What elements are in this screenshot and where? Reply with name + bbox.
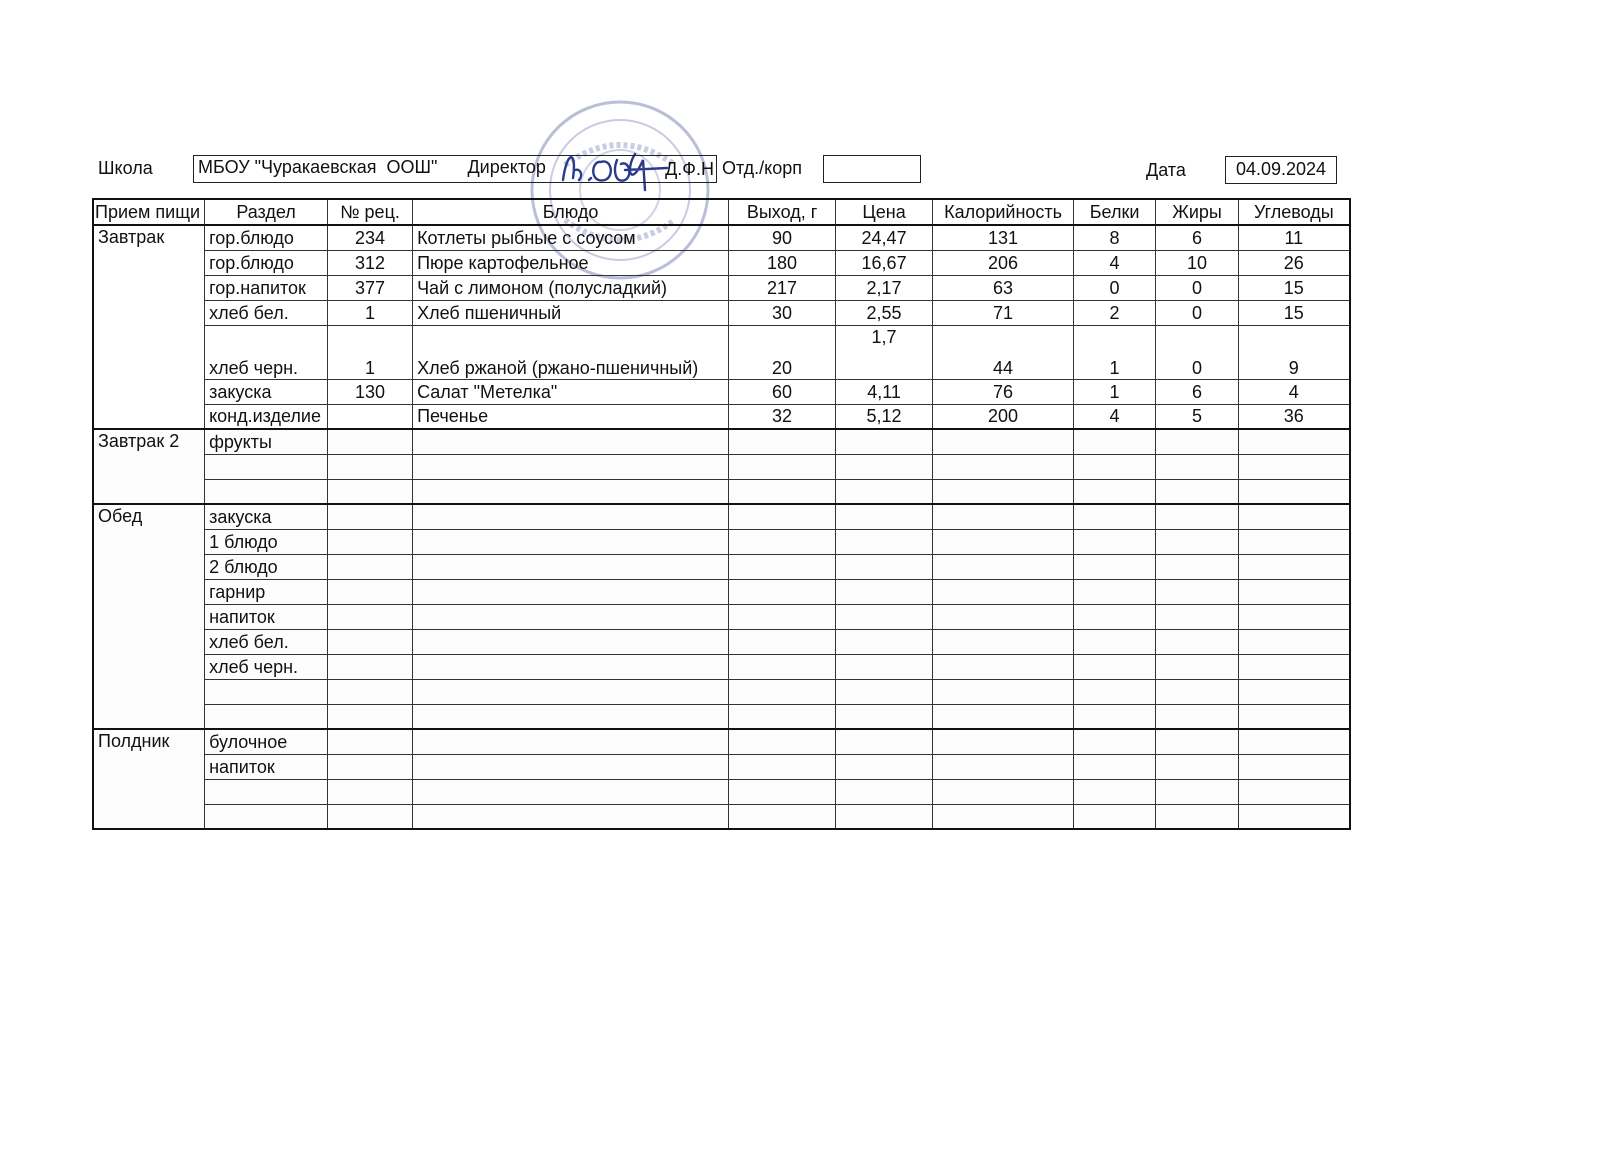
dish-cell: Хлеб пшеничный — [413, 300, 729, 325]
dish-cell: Пюре картофельное — [413, 250, 729, 275]
section-cell — [205, 804, 328, 829]
dept-label: Отд./корп — [722, 158, 802, 178]
col-section: Раздел — [205, 199, 328, 225]
table-row — [93, 729, 1350, 754]
section-cell: гор.блюдо — [205, 225, 328, 250]
school-field — [193, 155, 717, 183]
col-recipe: № рец. — [328, 199, 413, 225]
carbs-cell: 9 — [1239, 325, 1350, 379]
price-cell: 1,7 — [836, 325, 933, 379]
kcal-cell: 200 — [933, 404, 1074, 429]
col-price: Цена — [836, 199, 933, 225]
dish-cell: Салат "Метелка" — [413, 379, 729, 404]
section-cell: хлеб черн. — [205, 654, 328, 679]
section-cell: конд.изделие — [205, 404, 328, 429]
meal-second-breakfast: Завтрак 2 — [93, 429, 205, 504]
table-row — [93, 804, 1350, 829]
meal-lunch: Обед — [93, 504, 205, 729]
recipe-cell: 234 — [328, 225, 413, 250]
carbs-cell: 36 — [1239, 404, 1350, 429]
price-cell: 16,67 — [836, 250, 933, 275]
col-meal: Прием пищи — [93, 199, 205, 225]
section-cell: напиток — [205, 604, 328, 629]
director-label: Директор — [467, 157, 546, 177]
section-cell — [205, 679, 328, 704]
protein-cell: 1 — [1074, 379, 1156, 404]
col-carbs: Углеводы — [1239, 199, 1350, 225]
protein-cell: 2 — [1074, 300, 1156, 325]
kcal-cell: 76 — [933, 379, 1074, 404]
col-fat: Жиры — [1156, 199, 1239, 225]
protein-cell: 4 — [1074, 404, 1156, 429]
fat-cell: 0 — [1156, 325, 1239, 379]
table-row — [93, 225, 1350, 250]
kcal-cell: 44 — [933, 325, 1074, 379]
school-label: Школа — [98, 158, 153, 178]
table-row — [93, 529, 1350, 554]
menu-table — [92, 198, 1351, 830]
carbs-cell: 15 — [1239, 275, 1350, 300]
col-yield: Выход, г — [729, 199, 836, 225]
price-cell: 5,12 — [836, 404, 933, 429]
price-cell: 2,55 — [836, 300, 933, 325]
section-cell: хлеб бел. — [205, 629, 328, 654]
meal-breakfast: Завтрак — [93, 225, 205, 429]
section-cell: 2 блюдо — [205, 554, 328, 579]
table-row — [93, 604, 1350, 629]
table-row — [93, 429, 1350, 454]
table-row — [93, 300, 1350, 325]
col-protein: Белки — [1074, 199, 1156, 225]
section-cell: хлеб черн. — [205, 325, 328, 379]
section-cell: булочное — [205, 729, 328, 754]
meal-afternoon-snack: Полдник — [93, 729, 205, 829]
table-row — [93, 754, 1350, 779]
col-dish: Блюдо — [413, 199, 729, 225]
carbs-cell: 26 — [1239, 250, 1350, 275]
protein-cell: 0 — [1074, 275, 1156, 300]
yield-cell: 20 — [729, 325, 836, 379]
table-row — [93, 275, 1350, 300]
section-cell — [205, 479, 328, 504]
table-row — [93, 379, 1350, 404]
table-row — [93, 454, 1350, 479]
table-row — [93, 504, 1350, 529]
table-row — [93, 404, 1350, 429]
dept-field[interactable] — [823, 155, 921, 183]
price-cell: 2,17 — [836, 275, 933, 300]
kcal-cell: 63 — [933, 275, 1074, 300]
carbs-cell: 15 — [1239, 300, 1350, 325]
recipe-cell — [328, 404, 413, 429]
section-cell: 1 блюдо — [205, 529, 328, 554]
protein-cell: 8 — [1074, 225, 1156, 250]
fat-cell: 6 — [1156, 379, 1239, 404]
protein-cell: 1 — [1074, 325, 1156, 379]
dish-cell: Хлеб ржаной (ржано-пшеничный) — [413, 325, 729, 379]
table-row — [93, 704, 1350, 729]
table-row — [93, 554, 1350, 579]
recipe-cell: 1 — [328, 325, 413, 379]
section-cell: напиток — [205, 754, 328, 779]
dish-cell: Котлеты рыбные с соусом — [413, 225, 729, 250]
table-row — [93, 779, 1350, 804]
fat-cell: 6 — [1156, 225, 1239, 250]
fat-cell: 0 — [1156, 300, 1239, 325]
header-row — [93, 199, 1350, 225]
section-cell — [205, 704, 328, 729]
recipe-cell: 312 — [328, 250, 413, 275]
table-row — [93, 679, 1350, 704]
yield-cell: 60 — [729, 379, 836, 404]
yield-cell: 217 — [729, 275, 836, 300]
carbs-cell: 4 — [1239, 379, 1350, 404]
yield-cell: 90 — [729, 225, 836, 250]
table-row — [93, 479, 1350, 504]
section-cell — [205, 779, 328, 804]
school-name: МБОУ "Чуракаевская ООШ" — [198, 157, 438, 177]
date-label: Дата — [1146, 160, 1186, 180]
section-cell: фрукты — [205, 429, 328, 454]
kcal-cell: 131 — [933, 225, 1074, 250]
yield-cell: 30 — [729, 300, 836, 325]
recipe-cell: 1 — [328, 300, 413, 325]
recipe-cell: 377 — [328, 275, 413, 300]
section-cell: закуска — [205, 379, 328, 404]
dish-cell: Чай с лимоном (полусладкий) — [413, 275, 729, 300]
table-row — [93, 325, 1350, 379]
table-row — [93, 629, 1350, 654]
section-cell: гор.блюдо — [205, 250, 328, 275]
yield-cell: 180 — [729, 250, 836, 275]
price-cell: 24,47 — [836, 225, 933, 250]
fat-cell: 0 — [1156, 275, 1239, 300]
col-kcal: Калорийность — [933, 199, 1074, 225]
fat-cell: 10 — [1156, 250, 1239, 275]
date-field[interactable]: 04.09.2024 — [1225, 156, 1337, 184]
price-cell: 4,11 — [836, 379, 933, 404]
protein-cell: 4 — [1074, 250, 1156, 275]
kcal-cell: 71 — [933, 300, 1074, 325]
section-cell: хлеб бел. — [205, 300, 328, 325]
section-cell: гор.напиток — [205, 275, 328, 300]
table-row — [93, 579, 1350, 604]
section-cell: закуска — [205, 504, 328, 529]
yield-cell: 32 — [729, 404, 836, 429]
table-row — [93, 250, 1350, 275]
section-cell: гарнир — [205, 579, 328, 604]
director-name: Д.Ф.Н — [665, 159, 714, 179]
recipe-cell: 130 — [328, 379, 413, 404]
dish-cell: Печенье — [413, 404, 729, 429]
table-row — [93, 654, 1350, 679]
carbs-cell: 11 — [1239, 225, 1350, 250]
kcal-cell: 206 — [933, 250, 1074, 275]
section-cell — [205, 454, 328, 479]
fat-cell: 5 — [1156, 404, 1239, 429]
